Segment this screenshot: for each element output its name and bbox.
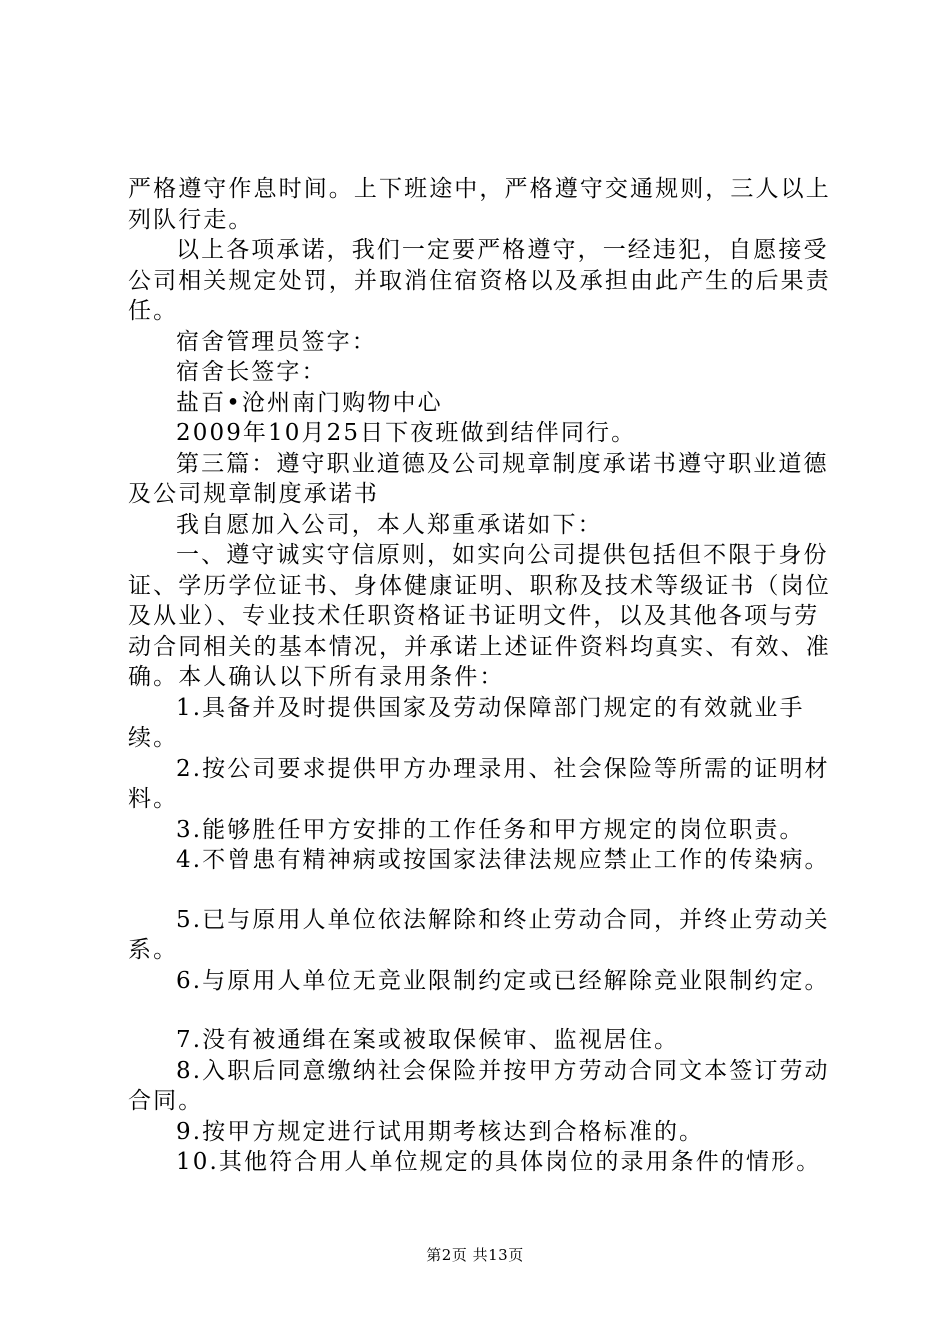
paragraph-honesty-principle: 一、遵守诚实守信原则，如实向公司提供包括但不限于身份证、学历学位证书、身体健康证明、职称及技术等级证书（岗位及从业）、专业技术任职资格证书证明文件，以及其他各项与劳动合同相关的基本情况，并承诺上述证件资料均真实、有效、准确。本人确认以下所有录用条件：	[128, 542, 831, 690]
signature-dorm-manager: 宿舍管理员签字：	[176, 328, 377, 355]
list-item-3: 3.能够胜任甲方安排的工作任务和甲方规定的岗位职责。	[176, 816, 805, 843]
blank-line	[128, 876, 833, 905]
list-item-1: 1.具备并及时提供国家及劳动保障部门规定的有效就业手续。	[128, 694, 805, 751]
section-title: 第三篇：遵守职业道德及公司规章制度承诺书遵守职业道德及公司规章制度承诺书	[128, 450, 829, 507]
page-number-footer: 第2页 共13页	[426, 1246, 524, 1264]
list-item-9: 9.按甲方规定进行试用期考核达到合格标准的。	[176, 1118, 705, 1145]
list-item-8: 8.入职后同意缴纳社会保险并按甲方劳动合同文本签订劳动合同。	[128, 1057, 830, 1114]
organization-name: 盐百•沧州南门购物中心	[176, 389, 443, 416]
blank-line	[128, 996, 833, 1025]
list-item-4: 4.不曾患有精神病或按国家法律法规应禁止工作的传染病。	[176, 847, 830, 873]
list-item-6: 6.与原用人单位无竞业限制约定或已经解除竞业限制约定。	[176, 967, 830, 994]
paragraph-continued-schedule: 严格遵守作息时间。上下班途中，严格遵守交通规则，三人以上列队行走。	[128, 176, 831, 233]
document-body	[128, 174, 833, 1178]
list-item-5: 5.已与原用人单位依法解除和终止劳动合同，并终止劳动关系。	[128, 906, 830, 963]
list-item-2: 2.按公司要求提供甲方办理录用、社会保险等所需的证明材料。	[128, 755, 830, 812]
list-item-10: 10.其他符合用人单位规定的具体岗位的录用条件的情形。	[176, 1149, 822, 1175]
signature-dorm-leader: 宿舍长签字：	[176, 359, 327, 385]
date-line: 2009年10月25日下夜班做到结伴同行。	[176, 420, 637, 446]
list-item-7: 7.没有被通缉在案或被取保候审、监视居住。	[176, 1027, 680, 1053]
paragraph-intro: 我自愿加入公司，本人郑重承诺如下：	[176, 511, 603, 538]
paragraph-commitment-penalty: 以上各项承诺，我们一定要严格遵守，一经违犯，自愿接受公司相关规定处罚，并取消住宿资格以及承担由此产生的后果责任。	[128, 237, 831, 324]
